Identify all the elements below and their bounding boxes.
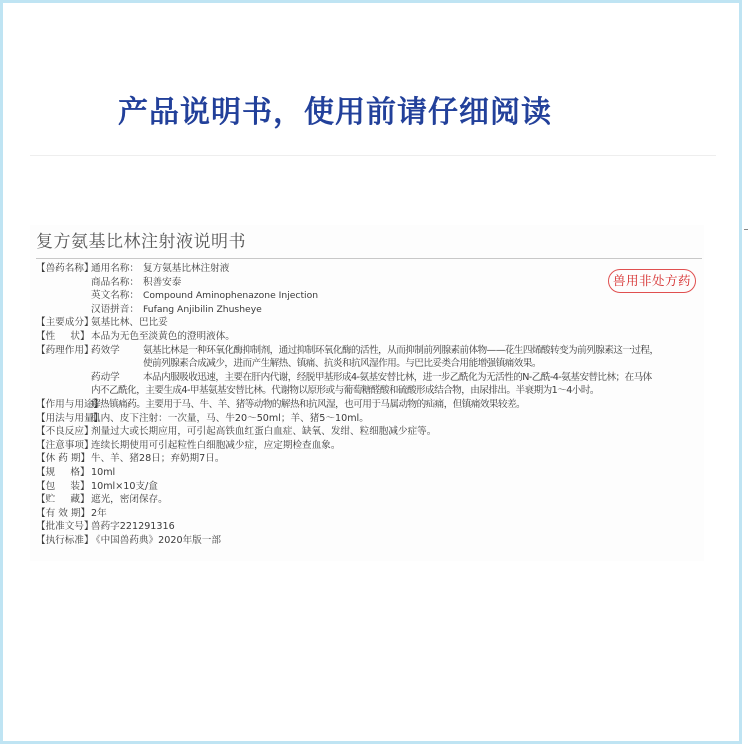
row-indications [36,398,701,412]
label-approval-number: 【批准文号】 [36,521,94,533]
label-dosage: 【用法与用量】 [36,412,104,424]
label-storage: 【贮 藏】 [36,494,90,506]
label-adverse-reactions: 【不良反应】 [36,426,94,438]
package-value: 10ml×10支/盒 [91,480,158,492]
precautions-value: 连续长期使用可引起粒性白细胞减少症，应定期检查血象。 [91,439,341,451]
generic-name-label: 通用名称： [91,263,139,274]
label-indications: 【作用与用途】 [36,398,104,410]
pinyin-name [91,303,318,317]
pharmacokinetics-line-1: 本品内服吸收迅速，主要在肝内代谢，经脱甲基形成4-氨基安替比林，进一步乙酰化为无活性的N-乙酰-4-氨基安替比林；在马体 [143,371,652,383]
trade-name-value: 积善安泰 [143,276,182,288]
separator-line [30,155,716,156]
validity-value: 2年 [91,507,107,519]
pharmacodynamics [91,344,659,358]
label-appearance: 【性 状】 [36,330,90,342]
standard-value: 《中国兽药典》2020年版一部 [91,534,221,546]
row-drug-name [36,262,701,316]
otc-stamp: 兽用非处方药 [608,269,696,293]
label-withdrawal: 【休 药 期】 [36,453,91,465]
ingredients-value: 氨基比林、巴比妥 [91,317,168,329]
storage-value: 遮光，密闭保存。 [91,494,168,506]
label-package: 【包 装】 [36,480,90,492]
row-appearance [36,330,701,344]
pharmacology-block [91,344,659,398]
row-validity [36,507,701,521]
title-rule [36,258,702,259]
row-specification [36,466,701,480]
pharmacodynamics-line-1: 氨基比林是一种环氧化酶抑制剂，通过抑制环氧化酶的活性，从而抑制前列腺素前体物——花生四烯酸转变为前列腺素这一过程， [143,344,659,356]
english-name [91,289,318,303]
row-approval-number [36,520,701,534]
row-dosage [36,412,701,426]
english-name-value: Compound Aminophenazone Injection [143,290,319,302]
withdrawal-value: 牛、羊、猪28日；弃奶期7日。 [91,453,225,465]
pharmacodynamics-label: 药效学 [91,344,120,356]
specification-value: 10ml [91,466,116,478]
generic-name-value: 复方氨基比林注射液 [143,263,230,274]
row-withdrawal [36,452,701,466]
row-adverse-reactions [36,425,701,439]
label-precautions: 【注意事项】 [36,439,94,451]
page-headline: 产品说明书，使用前请仔细阅读 [118,95,552,130]
row-storage [36,493,701,507]
trade-name-label: 商品名称： [91,276,139,288]
leaflet-body [36,262,701,547]
label-ingredients: 【主要成分】 [36,317,94,329]
row-pharmacology [36,344,701,398]
edge-mark [744,229,748,230]
row-ingredients [36,316,701,330]
pharmacodynamics-line-2: 使前列腺素合成减少，进而产生解热、镇痛、抗炎和抗风湿作用。与巴比妥类合用能增强镇痛效果。 [143,358,541,370]
leaflet-title: 复方氨基比林注射液说明书 [36,232,246,252]
pinyin-name-value: Fufang Anjibilin Zhusheye [143,303,262,315]
row-precautions [36,439,701,453]
adverse-reactions-value: 剂量过大或长期应用，可引起高铁血红蛋白血症、缺氧、发绀、粒细胞减少症等。 [91,426,437,438]
label-specification: 【规 格】 [36,466,90,478]
label-pharmacology: 【药理作用】 [36,344,94,356]
english-name-label: 英文名称： [91,290,139,302]
drug-name-block [91,262,318,316]
approval-number-value: 兽药字221291316 [91,521,175,533]
label-validity: 【有 效 期】 [36,507,91,519]
row-standard [36,534,701,548]
generic-name [91,262,318,276]
pharmacokinetics-line-2: 内不乙酰化，主要生成4-甲基氨基安替比林。代谢物以原形或与葡萄糖醛酸和硫酸形成结合物，由尿排出。半衰期为1～4小时。 [91,385,599,397]
appearance-value: 本品为无色至淡黄色的澄明液体。 [91,330,235,342]
pinyin-name-label: 汉语拼音： [91,303,139,315]
dosage-value: 肌内、皮下注射：一次量，马、牛20～50ml；羊、猪5～10ml。 [91,412,369,424]
row-package [36,480,701,494]
trade-name [91,276,318,290]
pharmacokinetics [91,371,659,385]
indications-value: 解热镇痛药。主要用于马、牛、羊、猪等动物的解热和抗风湿，也可用于马属动物的疝痛，但镇痛效果较差。 [91,398,526,410]
label-standard: 【执行标准】 [36,534,94,546]
label-drug-name: 【兽药名称】 [36,263,94,274]
pharmacokinetics-label: 药动学 [91,371,120,383]
